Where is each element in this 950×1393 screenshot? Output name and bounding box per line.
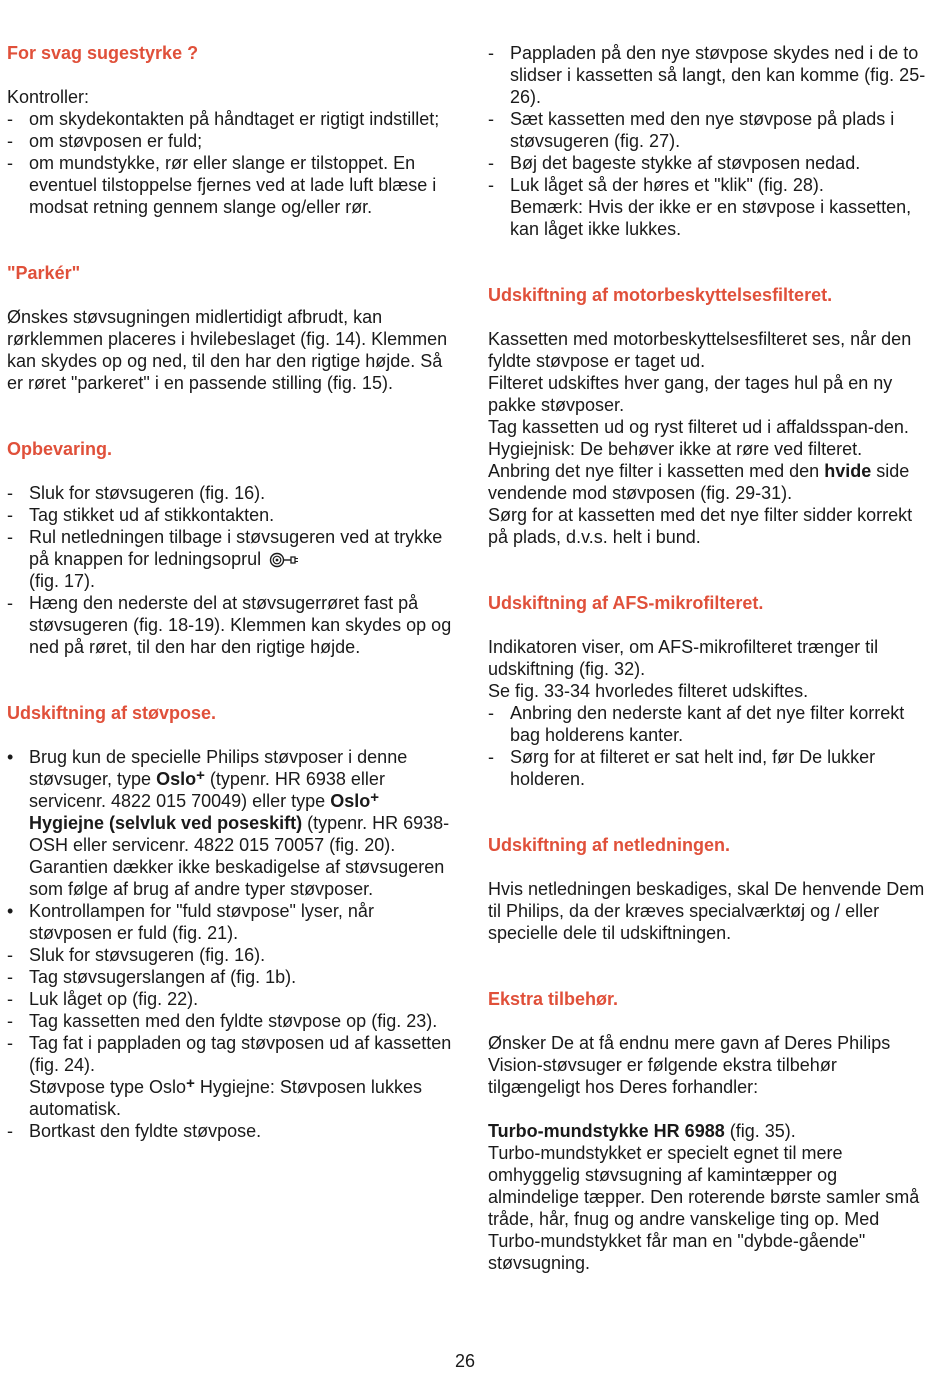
note: Bemærk: Hvis der ikke er en støvpose i kassetten, kan låget ikke lukkes. bbox=[510, 197, 912, 239]
paragraph: Kontroller: bbox=[7, 87, 90, 107]
list-item: - Sørg for at filteret er sat helt ind, før De lukker holderen. bbox=[488, 747, 876, 789]
list-item: - Sæt kassetten med den nye støvpose på plads i støvsugeren (fig. 27). bbox=[488, 109, 895, 151]
list-item: • Brug kun de specielle Philips støvposer i denne støvsuger, type Oslo+ (typenr. HR 6938 eller servicenr. 4822 015 70049) eller type Oslo+ Hygiejne (selvluk ved poseskift) (typenr. HR 6938-OSH eller servicenr. 4822 015 70057 (fig. 20). Garantien dækker ikke beskadigelse af støvsugeren som følge af brug af andre typer støvposer. bbox=[7, 747, 450, 899]
list-item: - Rul netledningen tilbage i støvsugeren ved at trykke på knappen for ledningsoprul (fig. 17). bbox=[7, 527, 443, 591]
paragraph: Tag kassetten ud og ryst filteret ud i affaldsspan-den. Hygiejnisk: De behøver ikke at røre ved filteret. bbox=[488, 417, 909, 459]
section-title: For svag sugestyrke ? bbox=[7, 43, 199, 63]
list-item: • Kontrollampen for "fuld støvpose" lyser, når støvposen er fuld (fig. 21). bbox=[7, 901, 374, 943]
list-item: - om skydekontakten på håndtaget er rigtigt indstillet; bbox=[7, 109, 440, 129]
list-item: - om støvposen er fuld; bbox=[7, 131, 203, 151]
list-item: - Tag fat i pappladen og tag støvposen ud af kassetten (fig. 24). Støvpose type Oslo+ Hygiejne: Støvposen lukkes automatisk. bbox=[7, 1033, 452, 1119]
section-dustbag bbox=[7, 702, 455, 1142]
paragraph: Indikatoren viser, om AFS-mikrofilteret trænger til udskiftning (fig. 32). bbox=[488, 637, 879, 679]
section-title: Udskiftning af støvpose. bbox=[7, 703, 217, 723]
left-column bbox=[7, 42, 455, 1142]
list-item: - Tag kassetten med den fyldte støvpose op (fig. 23). bbox=[7, 1011, 438, 1031]
paragraph: Turbo-mundstykke HR 6988 (fig. 35). bbox=[488, 1121, 796, 1141]
right-column bbox=[488, 42, 928, 1274]
paragraph: Ønskes støvsugningen midlertidigt afbrudt, kan rørklemmen placeres i hvilebeslaget (fig. 14). Klemmen kan skydes op og ned, til den har den rigtige højde. Så er røret "parkeret" i en passende stilling (fig. 15). bbox=[7, 307, 448, 393]
section-motor-filter bbox=[488, 284, 928, 548]
list-item: - Tag støvsugerslangen af (fig. 1b). bbox=[7, 967, 297, 987]
list-item: - Anbring den nederste kant af det nye filter korrekt bag holderens kanter. bbox=[488, 703, 905, 745]
list-item: - Sluk for støvsugeren (fig. 16). bbox=[7, 945, 266, 965]
page-number: 26 bbox=[454, 1351, 476, 1371]
section-dustbag-continued bbox=[488, 42, 928, 240]
section-title: Udskiftning af motorbeskyttelsesfilteret. bbox=[488, 285, 833, 305]
section-park bbox=[7, 262, 455, 394]
section-title: "Parkér" bbox=[7, 263, 81, 283]
section-title: Opbevaring. bbox=[7, 439, 113, 459]
section-power-cord bbox=[488, 834, 928, 944]
section-accessories bbox=[488, 988, 928, 1274]
section-title: Udskiftning af netledningen. bbox=[488, 835, 730, 855]
section-weak-suction bbox=[7, 42, 455, 218]
list-item: - Luk låget så der høres et "klik" (fig. 28). bbox=[488, 175, 824, 195]
section-storage bbox=[7, 438, 455, 658]
paragraph: Turbo-mundstykket er specielt egnet til mere omhyggelig støvsugning af kamintæpper og almindelige tæpper. Den roterende børste samler små tråde, hår, fnug og andre vanskelige ting op. Med Turbo-mundstykket får man en "dybde-gående" støvsugning. bbox=[488, 1143, 920, 1273]
paragraph: Ønsker De at få endnu mere gavn af Deres Philips Vision-støvsuger er følgende ekstra tilbehør tilgængeligt hos Deres forhandler: bbox=[488, 1033, 891, 1097]
paragraph: Sørg for at kassetten med det nye filter sidder korrekt på plads, d.v.s. helt i bund. bbox=[488, 505, 913, 547]
paragraph: Hvis netledningen beskadiges, skal De henvende Dem til Philips, da der kræves specialværktøj og / eller specielle dele til udskiftningen. bbox=[488, 879, 925, 943]
paragraph: Anbring det nye filter i kassetten med den hvide side vendende mod støvposen (fig. 29-31). bbox=[488, 461, 910, 503]
list-item: - Tag stikket ud af stikkontakten. bbox=[7, 505, 275, 525]
cord-rewind-icon bbox=[269, 552, 299, 568]
list-item: - om mundstykke, rør eller slange er tilstoppet. En eventuel tilstoppelse fjernes ved at lade luft blæse i modsat retning gennem slange og/eller rør. bbox=[7, 153, 437, 217]
section-afs-filter bbox=[488, 592, 928, 790]
list-item: - Bøj det bageste stykke af støvposen nedad. bbox=[488, 153, 861, 173]
list-item: - Pappladen på den nye støvpose skydes ned i de to slidser i kassetten så langt, den kan komme (fig. 25-26). bbox=[488, 43, 926, 107]
list-item: - Sluk for støvsugeren (fig. 16). bbox=[7, 483, 266, 503]
list-item: - Bortkast den fyldte støvpose. bbox=[7, 1121, 262, 1141]
section-title: Udskiftning af AFS-mikrofilteret. bbox=[488, 593, 764, 613]
section-title: Ekstra tilbehør. bbox=[488, 989, 619, 1009]
paragraph: Se fig. 33-34 hvorledes filteret udskiftes. bbox=[488, 681, 809, 701]
list-item: - Luk låget op (fig. 22). bbox=[7, 989, 199, 1009]
list-item: - Hæng den nederste del at støvsugerrøret fast på støvsugeren (fig. 18-19). Klemmen kan skydes op og ned på røret, til den har den rigtige højde. bbox=[7, 593, 452, 657]
paragraph: Filteret udskiftes hver gang, der tages hul på en ny pakke støvposer. bbox=[488, 373, 893, 415]
paragraph: Kassetten med motorbeskyttelsesfilteret ses, når den fyldte støvpose er taget ud. bbox=[488, 329, 912, 371]
